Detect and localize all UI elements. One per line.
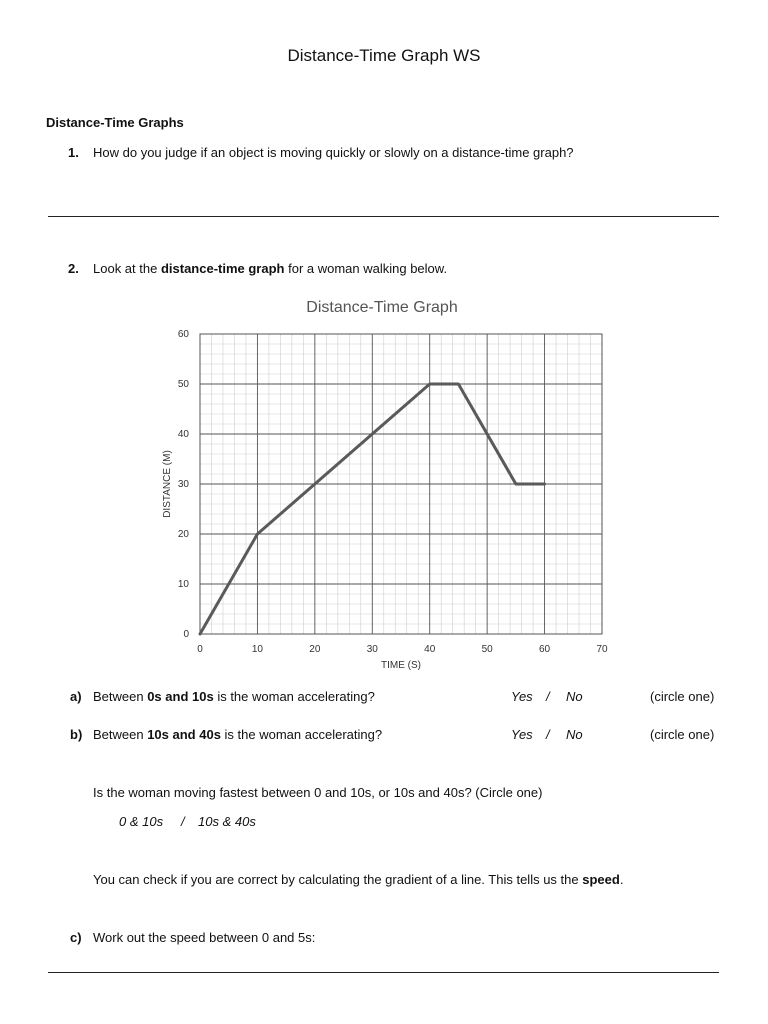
question-a-text — [93, 689, 375, 704]
x-tick-label: 40 — [424, 644, 436, 655]
qb-bold: 10s and 40s — [147, 727, 221, 742]
y-tick-label: 10 — [177, 579, 189, 590]
question-1-text: How do you judge if an object is moving quickly or slowly on a distance-time graph? — [93, 145, 574, 160]
x-tick-label: 20 — [309, 644, 321, 655]
qa-yes-option[interactable]: Yes — [511, 689, 533, 704]
qa-circle-note: (circle one) — [650, 689, 715, 704]
q2-text-bold: distance-time graph — [160, 261, 285, 276]
x-tick-label: 0 — [197, 644, 203, 655]
qb-slash: / — [546, 727, 550, 742]
q2-text-before: Look at the — [93, 261, 161, 276]
x-axis-label: TIME (S) — [381, 660, 421, 671]
q1-number: 1. — [68, 145, 79, 160]
x-tick-label: 10 — [251, 644, 263, 655]
y-axis-label: DISTANCE (M) — [162, 450, 173, 518]
y-tick-label: 20 — [177, 529, 189, 540]
qa-slash: / — [546, 689, 550, 704]
fastest-option-1[interactable]: 0 & 10s — [119, 814, 164, 829]
qa-label: a) — [70, 689, 82, 704]
q2-number: 2. — [68, 261, 79, 276]
fastest-option-2[interactable]: 10s & 40s — [198, 814, 256, 829]
section-heading: Distance-Time Graphs — [46, 115, 184, 130]
qb-before: Between — [93, 727, 148, 742]
x-tick-label: 30 — [366, 644, 378, 655]
y-tick-labels — [178, 329, 190, 640]
q2-text-after: for a woman walking below. — [284, 261, 448, 276]
answer-line-qc[interactable] — [48, 972, 719, 973]
y-tick-label: 30 — [177, 479, 189, 490]
fastest-slash: / — [181, 814, 185, 829]
check-before: You can check if you are correct by calculating the gradient of a line. This tells us the — [93, 872, 583, 887]
fastest-question: Is the woman moving fastest between 0 and 10s, or 10s and 40s? (Circle one) — [93, 785, 543, 800]
qa-before: Between — [93, 689, 148, 704]
y-tick-label: 0 — [183, 629, 189, 640]
qb-label: b) — [70, 727, 83, 742]
qb-no-option[interactable]: No — [566, 727, 583, 742]
y-tick-label: 60 — [177, 329, 189, 340]
qa-no-option[interactable]: No — [566, 689, 583, 704]
x-tick-label: 70 — [596, 644, 608, 655]
y-tick-label: 40 — [177, 429, 189, 440]
qb-after: is the woman accelerating? — [220, 727, 383, 742]
page-title: Distance-Time Graph WS — [287, 46, 481, 65]
qb-yes-option[interactable]: Yes — [511, 727, 533, 742]
x-tick-label: 60 — [539, 644, 551, 655]
question-c-text: Work out the speed between 0 and 5s: — [93, 930, 316, 945]
qc-label: c) — [70, 930, 82, 945]
qa-bold: 0s and 10s — [147, 689, 214, 704]
check-bold: speed — [582, 872, 620, 887]
y-tick-label: 50 — [177, 379, 189, 390]
gradient-note — [93, 872, 623, 887]
question-b-label — [70, 727, 82, 742]
qa-after: is the woman accelerating? — [213, 689, 375, 704]
qb-circle-note: (circle one) — [650, 727, 715, 742]
chart-title: Distance-Time Graph — [306, 299, 458, 316]
x-tick-labels — [197, 644, 608, 655]
x-tick-label: 50 — [481, 644, 493, 655]
question-b-text — [93, 727, 382, 742]
question-a-label — [70, 689, 82, 704]
question-c-label — [70, 930, 82, 945]
check-after: . — [619, 872, 624, 887]
